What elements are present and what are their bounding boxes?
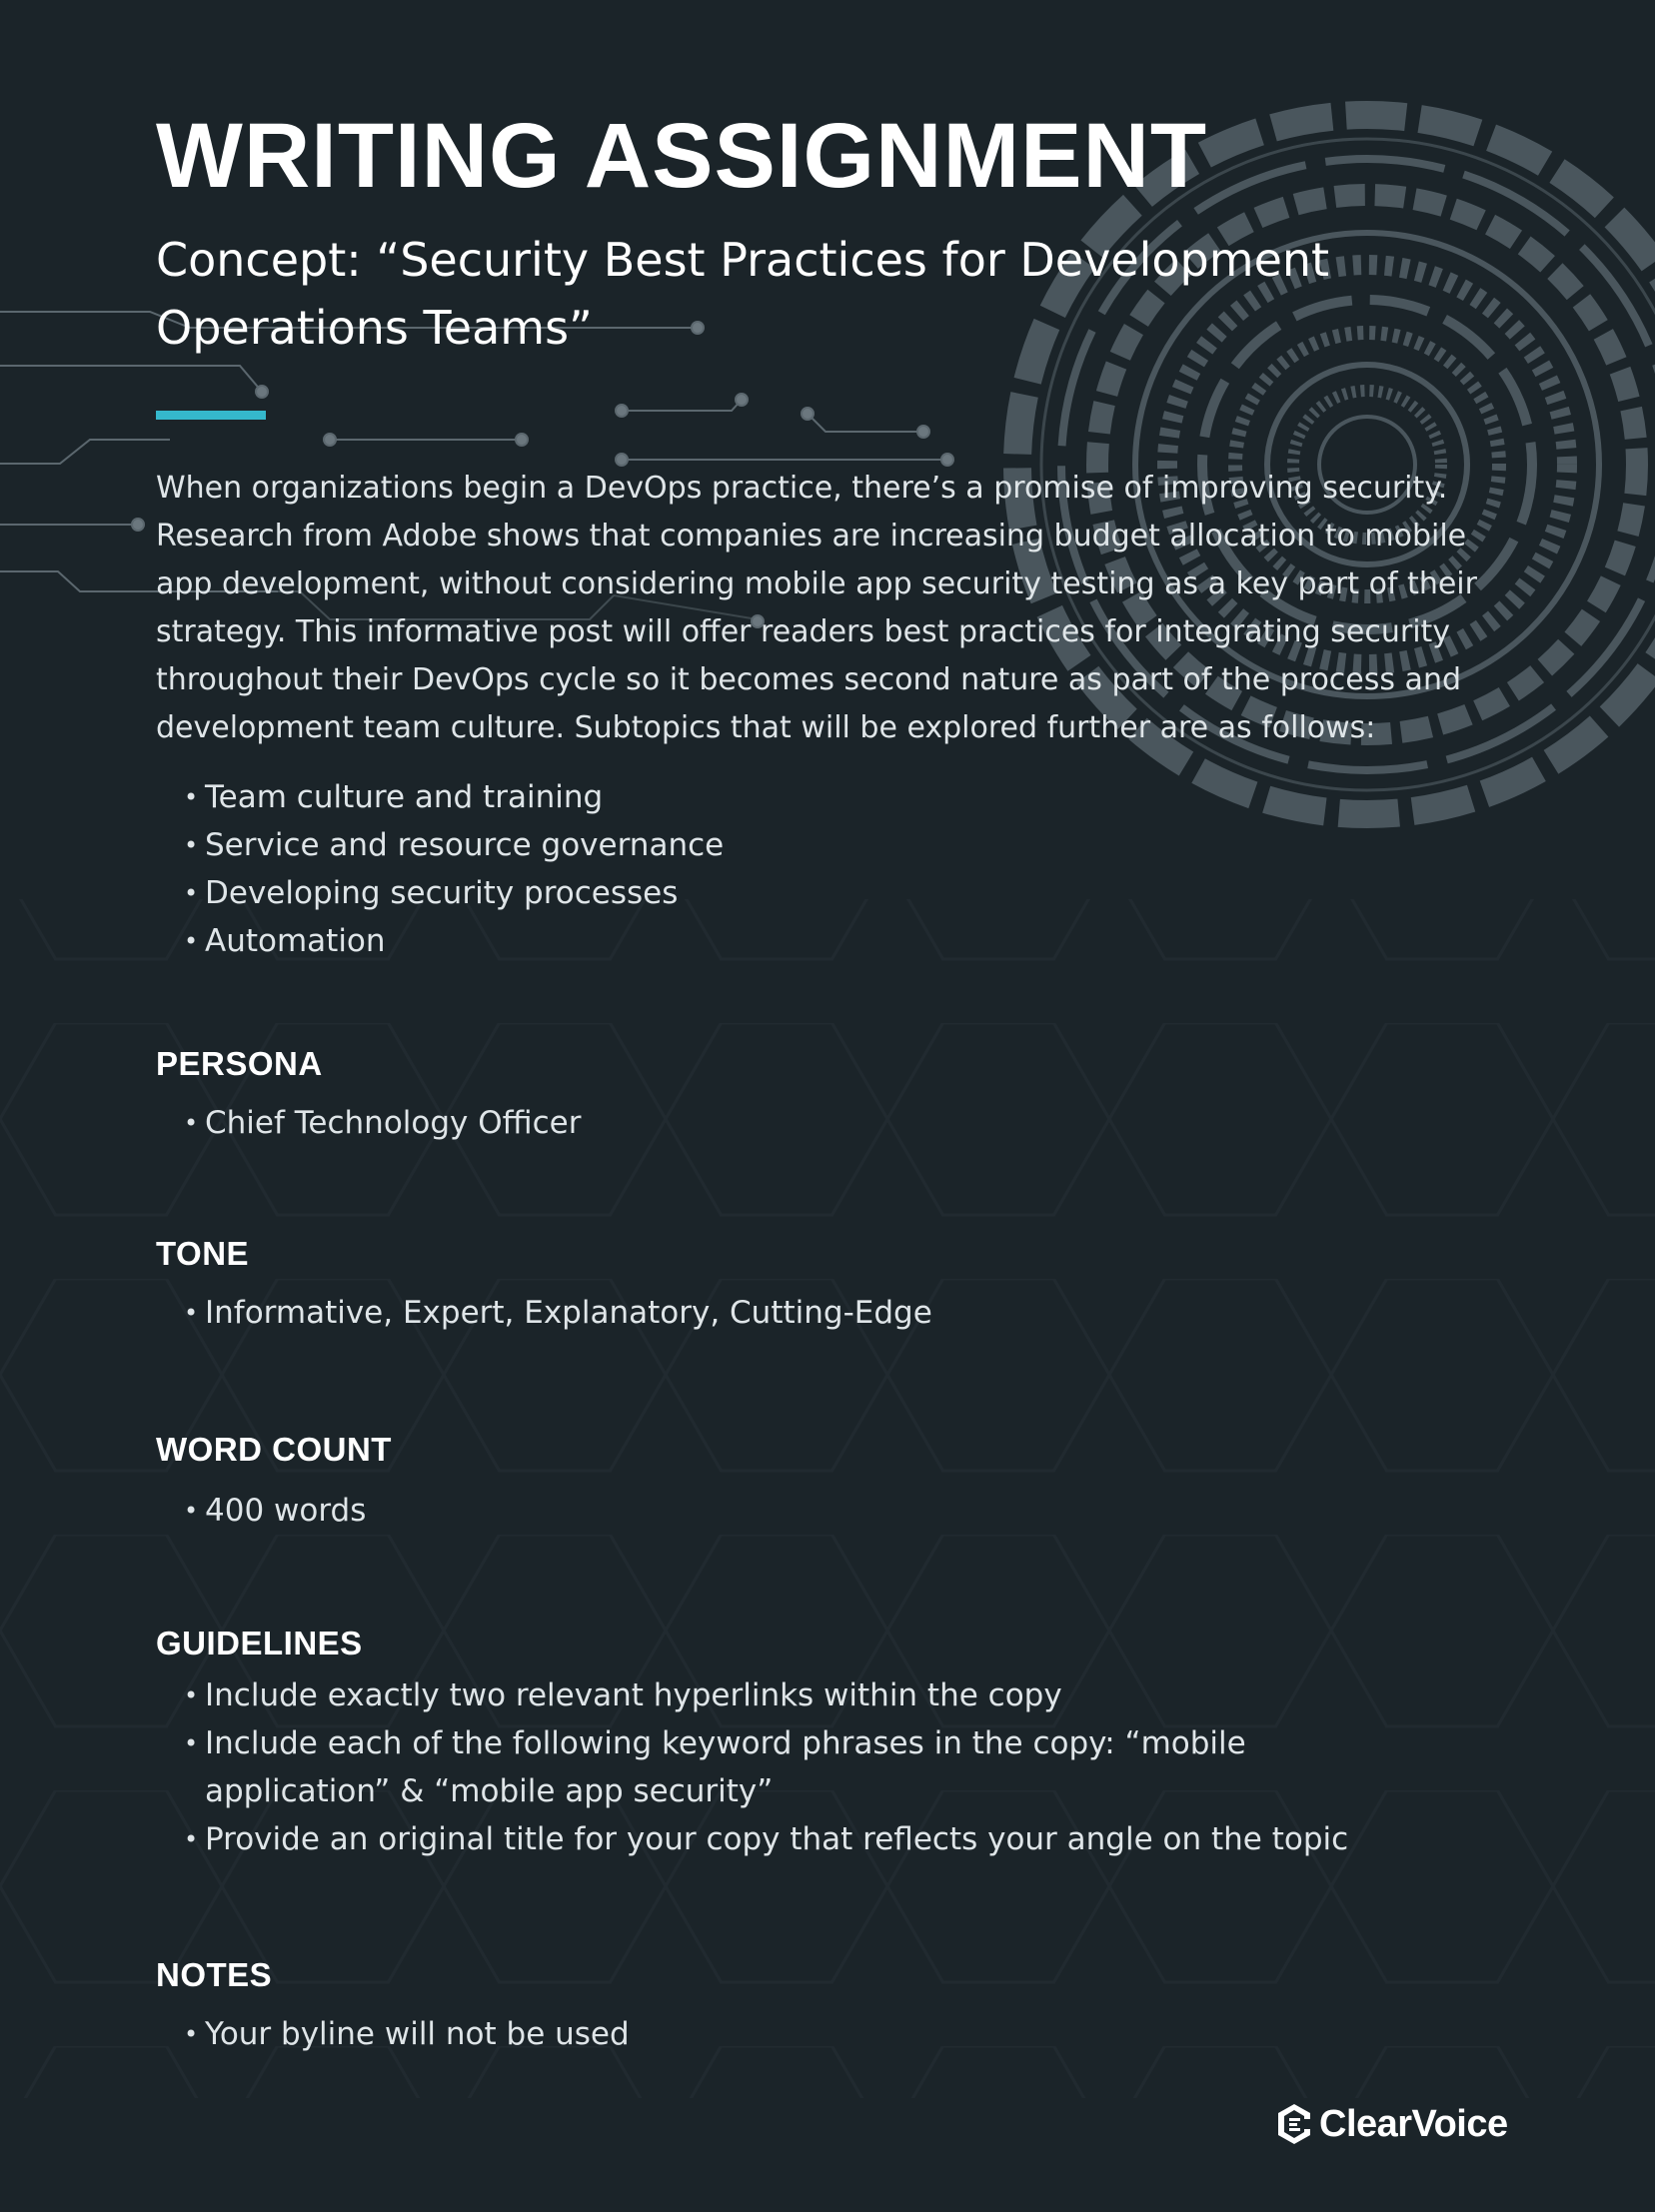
list-item <box>184 1671 1363 1719</box>
bullet-icon: • <box>184 1109 199 1137</box>
list-item <box>184 773 1483 821</box>
bullet-icon: • <box>184 2020 199 2048</box>
list-item <box>184 1487 1483 1535</box>
tone-list <box>184 1289 1483 1337</box>
list-item <box>184 1099 1483 1147</box>
list-item-text: Your byline will not be used <box>205 2016 630 2052</box>
persona-heading: PERSONA <box>156 1045 323 1082</box>
list-item <box>184 1815 1363 1863</box>
bullet-icon: • <box>184 1497 199 1525</box>
clearvoice-logo-icon <box>1275 2102 1313 2146</box>
accent-divider <box>156 411 266 420</box>
bullet-icon: • <box>184 1729 199 1757</box>
list-item <box>184 821 1483 869</box>
list-item-text: Include exactly two relevant hyperlinks within the copy <box>205 1677 1062 1713</box>
list-item-text: Automation <box>205 923 386 959</box>
page-subtitle: Concept: “Security Best Practices for Development Operations Teams” <box>156 233 1330 355</box>
bullet-icon: • <box>184 1299 199 1327</box>
intro-paragraph: When organizations begin a DevOps practice, there’s a promise of improving security. Research from Adobe shows that companies are increasing budget allocation to mobile app development, without considering mobile app security testing as a key part of their strategy. This informative post will offer readers best practices for integrating security throughout their DevOps cycle so it becomes second nature as part of the process and development team culture. Subtopics that will be explored further are as follows: <box>156 471 1477 745</box>
bullet-icon: • <box>184 927 199 955</box>
bullet-icon: • <box>184 879 199 907</box>
word-count-heading: WORD COUNT <box>156 1431 392 1468</box>
list-item <box>184 2010 1483 2058</box>
guidelines-heading: GUIDELINES <box>156 1625 363 1661</box>
list-item-text: Team culture and training <box>205 779 604 815</box>
clearvoice-logo <box>1275 2102 1508 2146</box>
list-item <box>184 869 1483 917</box>
tone-heading: TONE <box>156 1235 250 1272</box>
list-item-text: Include each of the following keyword phrases in the copy: “mobile application” & “mobile app security” <box>205 1725 1246 1809</box>
list-item-text: Service and resource governance <box>205 827 725 863</box>
notes-list <box>184 2010 1483 2058</box>
list-item <box>184 917 1483 965</box>
list-item-text: Developing security processes <box>205 875 679 911</box>
notes-heading: NOTES <box>156 1956 273 1993</box>
list-item <box>184 1719 1363 1815</box>
guidelines-list <box>184 1671 1363 1863</box>
list-item-text: Provide an original title for your copy that reflects your angle on the topic <box>205 1821 1349 1857</box>
bullet-icon: • <box>184 1681 199 1709</box>
brand-name: ClearVoice <box>1319 2102 1508 2145</box>
list-item-text: 400 words <box>205 1493 367 1529</box>
list-item-text: Chief Technology Officer <box>205 1105 582 1141</box>
list-item <box>184 1289 1483 1337</box>
bullet-icon: • <box>184 1825 199 1853</box>
bullet-icon: • <box>184 783 199 811</box>
list-item-text: Informative, Expert, Explanatory, Cutting-Edge <box>205 1295 932 1331</box>
page-title: WRITING ASSIGNMENT <box>156 105 1208 207</box>
persona-list <box>184 1099 1483 1147</box>
word-count-list <box>184 1487 1483 1535</box>
bullet-icon: • <box>184 831 199 859</box>
subtopics-list <box>184 773 1483 965</box>
